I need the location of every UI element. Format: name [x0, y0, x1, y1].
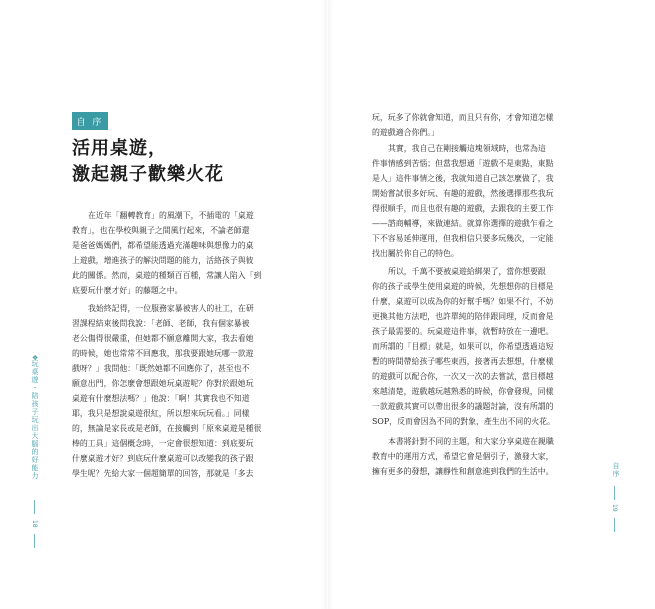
text-line: 來越清楚，遊戲越玩越熟悉的時候，你會發現，同樣: [372, 387, 554, 396]
text-line: 底要玩什麼才好」的藤題之中。: [72, 286, 183, 295]
chapter-title-line1: 活用桌遊，: [72, 138, 167, 159]
right-paragraph-3: [372, 264, 586, 429]
text-line: 戲呀？」我問他：「既然她都不回應你了，甚至也不: [72, 364, 250, 373]
left-page: [0, 0, 327, 609]
text-line: 老公傷得很嚴重，但她都不願意離開大家，我去看她: [72, 334, 254, 343]
text-line: 暫的時間帶給孩子哪些東西，接著再去想想，什麼樣: [372, 357, 554, 366]
text-line: 玩，玩多了你就會知道，而且只有你，才會知道怎樣: [372, 113, 554, 122]
page-number-right: 19: [611, 504, 618, 512]
text-line: 什麼桌遊才好？到底玩什麼桌遊可以改變我的孩子跟: [72, 454, 254, 463]
text-line: 本書將針對不同的主題，和大家分享桌遊在親職: [388, 437, 554, 446]
text-line: 的，無論是家長或是老師，在接觸到「原來桌遊是種很: [72, 424, 262, 433]
divider: [34, 500, 35, 514]
right-paragraph-2: [372, 141, 586, 261]
text-line: 是爸爸媽媽們，都希望能透過充滿趣味與想像力的桌: [72, 241, 254, 250]
text-line: 上遊戲，增進孩子的解決問題的能力，活絡孩子與彼: [72, 256, 254, 265]
text-line: 開始嘗試很多好玩、有趣的遊戲，然後選擇那些我玩: [372, 189, 554, 198]
text-line: 下不容易延伸運用，但我相信只要多玩幾次，一定能: [372, 234, 554, 243]
right-paragraph-1: [372, 110, 586, 140]
text-line: 此的關係。然而，桌遊的種類百百種，常讓人陷入「到: [72, 271, 262, 280]
text-line: 更換其他方法吧，也許單純的陪伴跟同理，反而會是: [372, 312, 554, 321]
text-line: 我始終記得，一位服務家暴被害人的社工，在研: [88, 304, 254, 313]
text-line: 的遊戲可以配合你，一次又一次的去嘗試，當目標越: [372, 372, 554, 381]
text-line: 教育中的運用方式，希望它會是個引子，激發大家，: [372, 452, 554, 461]
left-paragraph-2: [72, 301, 284, 481]
text-line: 什麼，桌遊可以成為你的好幫手嗎？如果不行，不妨: [372, 297, 554, 306]
text-line: 而所謂的「目標」就是，如果可以，你希望透過這短: [372, 342, 554, 351]
text-line: 得很順手，而且也很有趣的遊戲，去跟我的主要工作: [372, 204, 554, 213]
text-line: 所以，千萬不要被桌遊給綁架了，當你想要跟: [388, 267, 546, 276]
divider: [34, 534, 35, 548]
text-line: 教育」，也在學校與親子之間風行起來，不論老師還: [72, 226, 250, 235]
text-line: 孩子最需要的。玩桌遊這件事，就暫時放在一邊吧。: [372, 327, 554, 336]
text-line: 習課程結束後問我說：「老師、老師，我有個家暴被: [72, 319, 250, 328]
text-line: 的遊戲適合你們。」: [372, 128, 440, 137]
running-head-right: 自序: [612, 462, 620, 478]
page-number-left: 18: [31, 520, 38, 528]
section-tag: 自 序: [72, 112, 108, 130]
text-line: 願意出門，你怎麼會想跟她玩桌遊呢？你對於跟她玩: [72, 379, 254, 388]
text-line: 在近年「翻轉教育」的風潮下，不插電的「桌遊: [88, 211, 254, 220]
text-line: 一款遊戲其實可以帶出很多的議題討論，沒有所謂的: [372, 402, 554, 411]
chapter-title-line2: 激起親子歡樂火花: [72, 164, 224, 185]
side-ornament-icon: ❖: [32, 354, 39, 362]
divider: [614, 518, 615, 532]
running-head-left: 玩桌遊・陪孩子玩出大腦的好能力: [31, 360, 39, 480]
text-line: 你的孩子或學生使用桌遊的時候，先想想你的目標是: [372, 282, 554, 291]
text-line: 件事情感到苦惱；但當我想通「遊戲不是東點，東點: [372, 159, 554, 168]
text-line: 耶，我只是想說桌遊很紅，所以想來玩玩看。」同樣: [72, 409, 250, 418]
text-line: 棒的工具」這個概念時，一定會很想知道：到底要玩: [72, 439, 254, 448]
text-line: 找出屬於你自己的特色。: [372, 249, 459, 258]
text-line: 擁有更多的發想，讓靜性和創意進到我們的生活中。: [372, 467, 554, 476]
right-paragraph-4: [372, 434, 586, 479]
text-line: 其實，我自己在剛接觸這塊領域時，也常為這: [388, 144, 546, 153]
text-line: 學生呢？先給大家一個超簡單的回答，那就是「多去: [72, 469, 254, 478]
left-paragraph-1: [72, 208, 284, 298]
text-line: 桌遊有什麼想法嗎？」他說：「啊！其實我也不知道: [72, 394, 250, 403]
divider: [614, 486, 615, 500]
text-line: 是人」這件事情之後，我就知道自己該怎麼做了，我: [372, 174, 554, 183]
text-line: ——諮商輔導，來做連結。就算你選擇的遊戲乍看之: [372, 219, 554, 228]
text-line: SOP，反而會因為不同的對象，產生出不同的火花。: [372, 417, 555, 426]
text-line: 的時候，她也常常不回應我，那我要跟她玩哪一款遊: [72, 349, 254, 358]
